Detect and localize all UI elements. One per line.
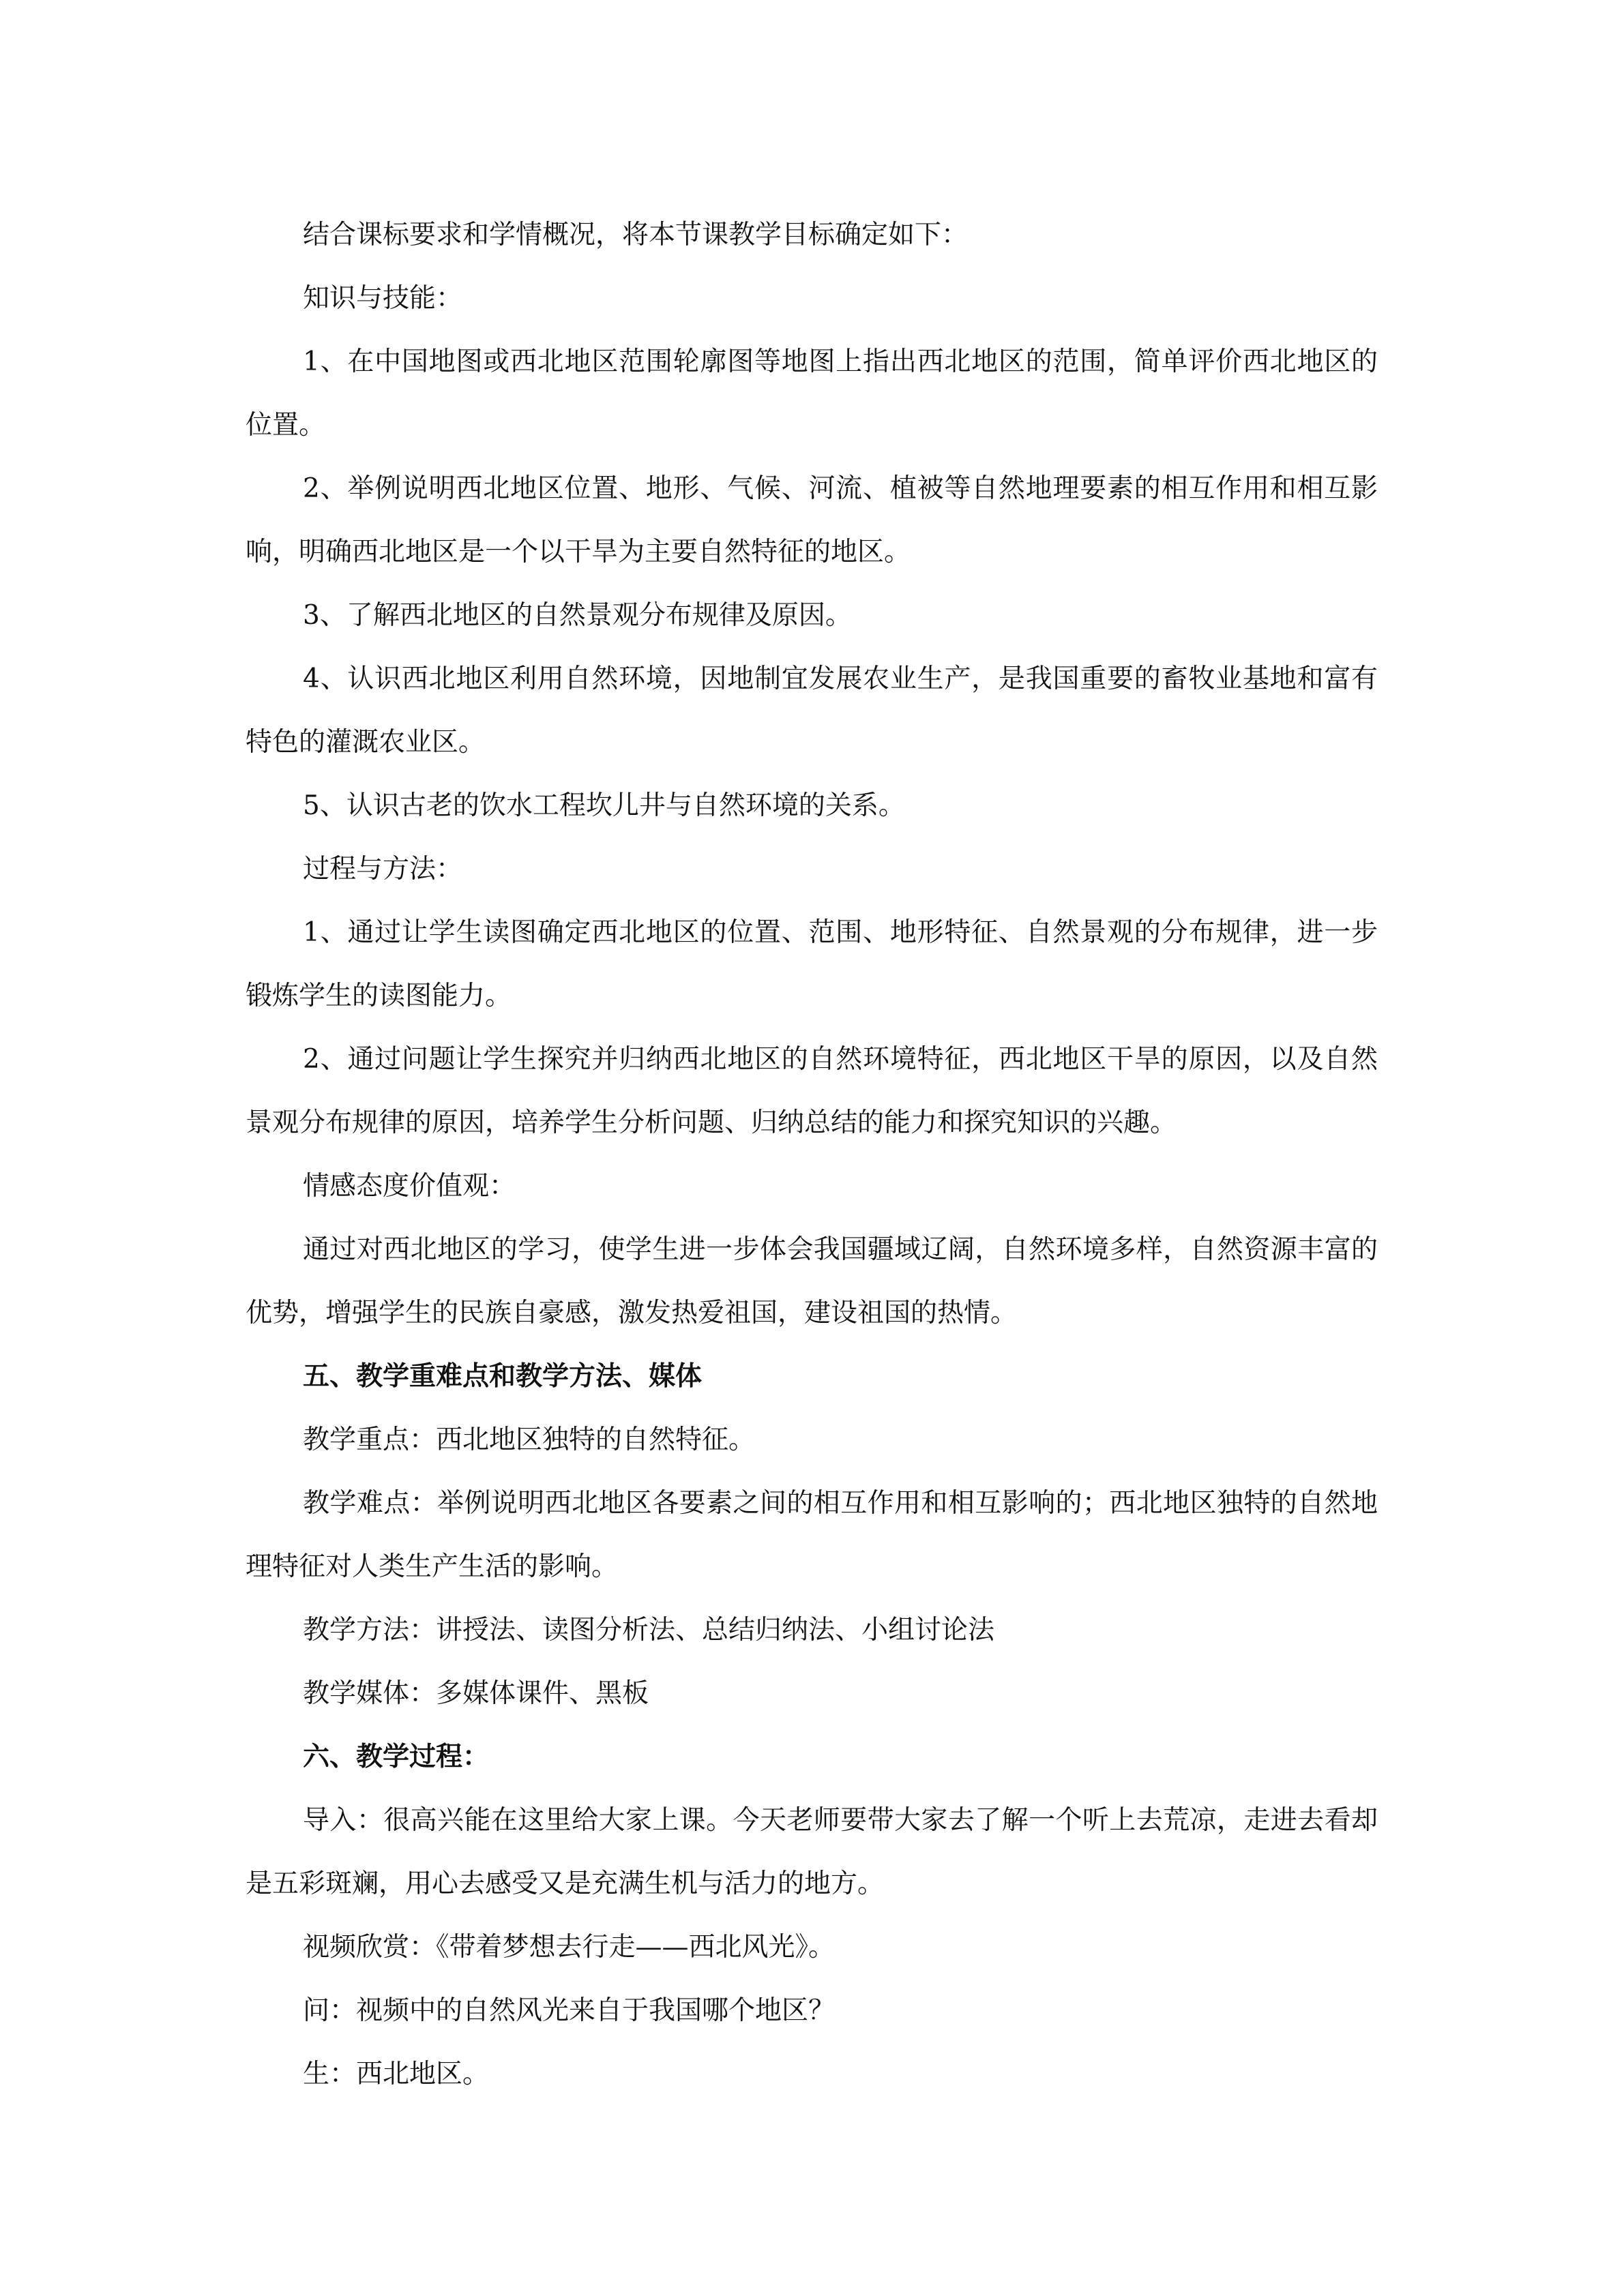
section-heading-5: 五、教学重难点和教学方法、媒体 bbox=[303, 1360, 703, 1392]
list-item-knowledge-3: 3、了解西北地区的自然景观分布规律及原因。 bbox=[303, 600, 852, 631]
list-item-knowledge-2: 2、举例说明西北地区位置、地形、气候、河流、植被等自然地理要素的相互作用和相互影响，明确西北地区是一个以干旱为主要自然特征的地区。 bbox=[246, 473, 1378, 567]
list-item-knowledge-4: 4、认识西北地区利用自然环境，因地制宜发展农业生产，是我国重要的畜牧业基地和富有特色的灌溉农业区。 bbox=[246, 664, 1378, 758]
section-label-knowledge-skills: 知识与技能： bbox=[303, 283, 463, 314]
paragraph-values: 通过对西北地区的学习，使学生进一步体会我国疆域辽阔，自然环境多样，自然资源丰富的优势，增强学生的民族自豪感，激发热爱祖国，建设祖国的热情。 bbox=[246, 1234, 1378, 1328]
paragraph-teaching-media: 教学媒体：多媒体课件、黑板 bbox=[303, 1678, 649, 1709]
section-heading-6: 六、教学过程： bbox=[303, 1741, 490, 1772]
section-label-process-methods: 过程与方法： bbox=[303, 854, 463, 884]
document-body bbox=[246, 203, 1378, 2106]
list-item-knowledge-5: 5、认识古老的饮水工程坎儿井与自然环境的关系。 bbox=[303, 790, 905, 821]
paragraph-teaching-difficulty: 教学难点：举例说明西北地区各要素之间的相互作用和相互影响的；西北地区独特的自然地理特征对人类生产生活的影响。 bbox=[246, 1488, 1378, 1582]
paragraph-question: 问：视频中的自然风光来自于我国哪个地区？ bbox=[303, 1995, 836, 2026]
paragraph-video: 视频欣赏：《带着梦想去行走——西北风光》。 bbox=[303, 1932, 836, 1963]
list-item-process-1: 1、通过让学生读图确定西北地区的位置、范围、地形特征、自然景观的分布规律，进一步锻炼学生的读图能力。 bbox=[246, 917, 1378, 1011]
section-label-values: 情感态度价值观： bbox=[303, 1171, 516, 1202]
paragraph-teaching-focus: 教学重点：西北地区独特的自然特征。 bbox=[303, 1425, 756, 1455]
list-item-knowledge-1: 1、在中国地图或西北地区范围轮廓图等地图上指出西北地区的范围，简单评价西北地区的位置。 bbox=[246, 346, 1378, 441]
paragraph-answer: 生：西北地区。 bbox=[303, 2059, 490, 2089]
paragraph-intro: 结合课标要求和学情概况，将本节课教学目标确定如下： bbox=[303, 220, 969, 250]
list-item-process-2: 2、通过问题让学生探究并归纳西北地区的自然环境特征，西北地区干旱的原因，以及自然景观分布规律的原因，培养学生分析问题、归纳总结的能力和探究知识的兴趣。 bbox=[246, 1044, 1378, 1138]
paragraph-introduction: 导入：很高兴能在这里给大家上课。今天老师要带大家去了解一个听上去荒凉，走进去看却是五彩斑斓，用心去感受又是充满生机与活力的地方。 bbox=[246, 1805, 1378, 1899]
paragraph-teaching-methods: 教学方法：讲授法、读图分析法、总结归纳法、小组讨论法 bbox=[303, 1615, 995, 1645]
